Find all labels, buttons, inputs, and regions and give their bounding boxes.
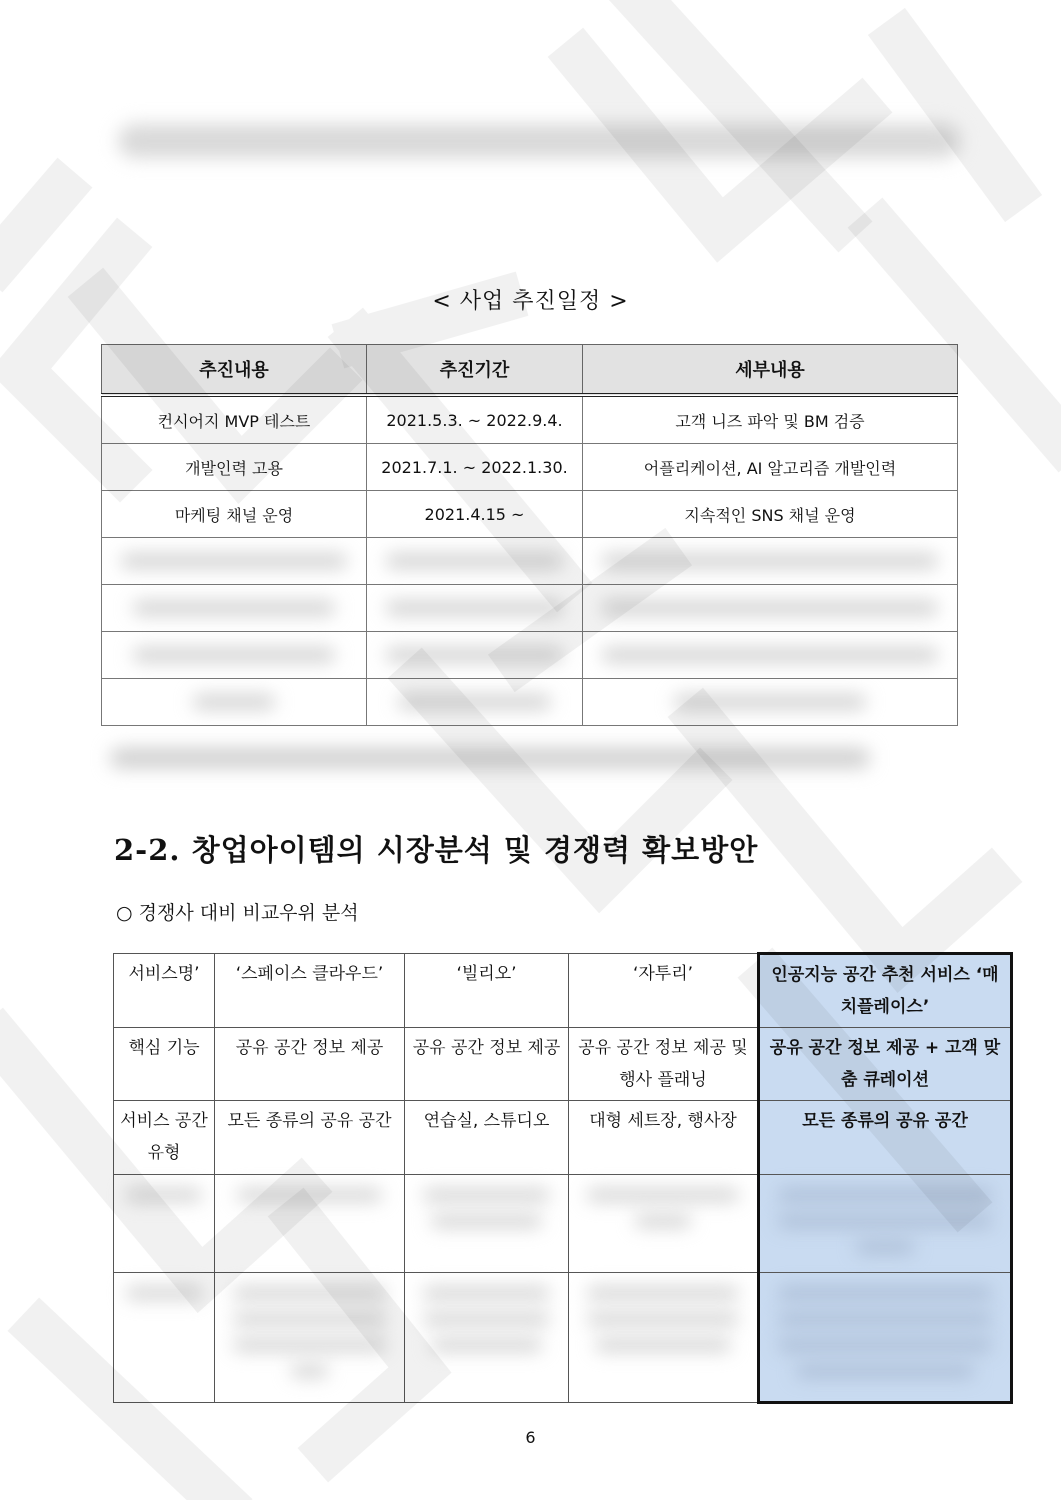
schedule-header-detail: 세부내용 xyxy=(583,345,958,396)
comparison-cell: ‘스페이스 클라우드’ xyxy=(215,954,405,1028)
comparison-cell: 공유 공간 정보 제공 및 행사 플래닝 xyxy=(569,1028,759,1101)
table-row xyxy=(102,491,958,538)
schedule-cell: 2021.4.15 ~ xyxy=(367,491,583,538)
redacted-row xyxy=(102,632,958,679)
comparison-cell: 모든 종류의 공유 공간 xyxy=(215,1101,405,1175)
comparison-cell: 연습실, 스튜디오 xyxy=(405,1101,569,1175)
table-row xyxy=(114,1028,1012,1101)
redacted-note xyxy=(110,748,870,768)
schedule-header-row xyxy=(102,345,958,396)
comparison-cell: 공유 공간 정보 제공 xyxy=(215,1028,405,1101)
page-number: 6 xyxy=(525,1428,536,1447)
comparison-table xyxy=(113,952,1013,1404)
schedule-cell: 지속적인 SNS 채널 운영 xyxy=(583,491,958,538)
schedule-cell: 어플리케이션, AI 알고리즘 개발인력 xyxy=(583,444,958,491)
comparison-cell: 대형 세트장, 행사장 xyxy=(569,1101,759,1175)
comparison-cell: 핵심 기능 xyxy=(114,1028,215,1101)
redacted-row xyxy=(102,585,958,632)
highlight-cell: 인공지능 공간 추천 서비스 ‘매치플레이스’ xyxy=(759,954,1012,1028)
highlight-cell: 공유 공간 정보 제공 + 고객 맞춤 큐레이션 xyxy=(759,1028,1012,1101)
redacted-row xyxy=(114,1175,1012,1273)
schedule-cell: 개발인력 고용 xyxy=(102,444,367,491)
schedule-cell: 2021.7.1. ~ 2022.1.30. xyxy=(367,444,583,491)
schedule-cell: 고객 니즈 파악 및 BM 검증 xyxy=(583,395,958,444)
table-row xyxy=(114,954,1012,1028)
redacted-row xyxy=(102,679,958,726)
comparison-cell: 공유 공간 정보 제공 xyxy=(405,1028,569,1101)
schedule-cell: 컨시어지 MVP 테스트 xyxy=(102,395,367,444)
schedule-header-period: 추진기간 xyxy=(367,345,583,396)
redacted-row xyxy=(114,1273,1012,1403)
section-title: 2-2. 창업아이템의 시장분석 및 경쟁력 확보방안 xyxy=(114,833,759,867)
table-row xyxy=(102,395,958,444)
highlight-cell: 모든 종류의 공유 공간 xyxy=(759,1101,1012,1175)
schedule-table xyxy=(101,344,958,726)
comparison-cell: ‘빌리오’ xyxy=(405,954,569,1028)
schedule-cell: 마케팅 채널 운영 xyxy=(102,491,367,538)
table-row xyxy=(102,444,958,491)
comparison-cell: 서비스명’ xyxy=(114,954,215,1028)
comparison-cell: ‘자투리’ xyxy=(569,954,759,1028)
schedule-cell: 2021.5.3. ~ 2022.9.4. xyxy=(367,395,583,444)
bullet-text: ○ 경쟁사 대비 비교우위 분석 xyxy=(116,902,359,924)
redacted-header xyxy=(118,124,960,158)
schedule-header-content: 추진내용 xyxy=(102,345,367,396)
schedule-title: < 사업 추진일정 > xyxy=(432,289,629,314)
table-row xyxy=(114,1101,1012,1175)
comparison-cell: 서비스 공간 유형 xyxy=(114,1101,215,1175)
redacted-row xyxy=(102,538,958,585)
